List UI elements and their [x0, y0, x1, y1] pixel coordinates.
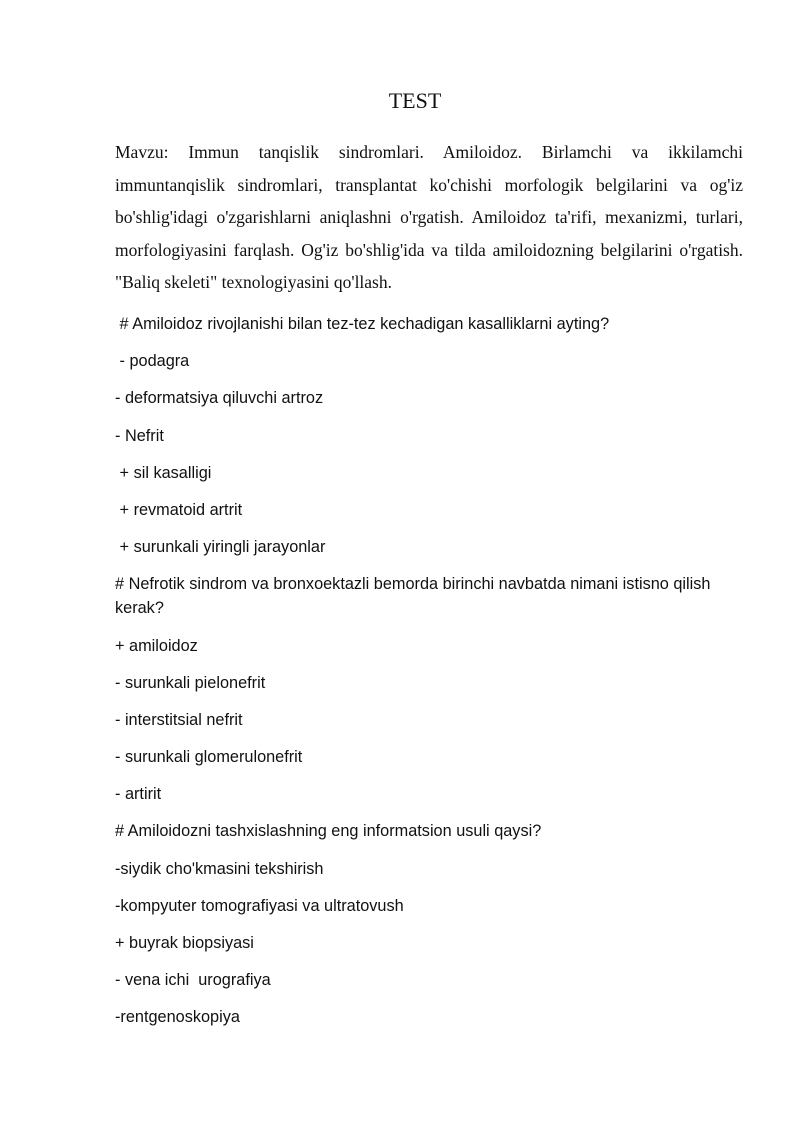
document-title: TEST: [388, 88, 442, 113]
question-2: # Nefrotik sindrom va bronxoektazli bemorda birinchi navbatda nimani istisno qilish kerak?: [115, 575, 715, 618]
answer-option: -siydik cho'kmasini tekshirish: [115, 859, 324, 878]
answer-option: + amiloidoz: [115, 636, 198, 655]
answer-option: - surunkali pielonefrit: [115, 673, 266, 692]
topic-paragraph: Mavzu: Immun tanqislik sindromlari. Amiloidoz. Birlamchi va ikkilamchi immuntanqislik sindromlari, transplantat ko'chishi morfologik belgilarini va og'iz bo'shlig'idagi o'zgarishlarni aniqlashni o'rgatish. Amiloidoz ta'rifi, mexanizmi, turlari, morfologiyasini farqlash. Og'iz bo'shlig'ida va tilda amiloidozning belgilarini o'rgatish. "Baliq skeleti" texnologiyasini qo'llash.: [115, 142, 743, 293]
question-1: # Amiloidoz rivojlanishi bilan tez-tez kechadigan kasalliklarni ayting?: [115, 315, 610, 333]
answer-option: -rentgenoskopiya: [115, 1008, 240, 1027]
answer-option: + revmatoid artrit: [115, 500, 243, 519]
answer-option: - podagra: [115, 352, 190, 371]
answer-option: + surunkali yiringli jarayonlar: [115, 538, 326, 557]
answer-option: - surunkali glomerulonefrit: [115, 748, 303, 767]
answer-option: -kompyuter tomografiyasi va ultratovush: [115, 896, 404, 915]
answer-option: - Nefrit: [115, 426, 164, 445]
answer-option: - interstitsial nefrit: [115, 710, 243, 729]
test-questions: [115, 312, 743, 1029]
answer-option: - artirit: [115, 785, 162, 804]
answer-option: + buyrak biopsiyasi: [115, 934, 254, 952]
answer-option: - deformatsiya qiluvchi artroz: [115, 389, 324, 408]
question-3: # Amiloidozni tashxislashning eng informatsion usuli qaysi?: [115, 822, 542, 841]
answer-option: + sil kasalligi: [115, 463, 212, 482]
answer-option: - vena ichi urografiya: [115, 971, 271, 990]
